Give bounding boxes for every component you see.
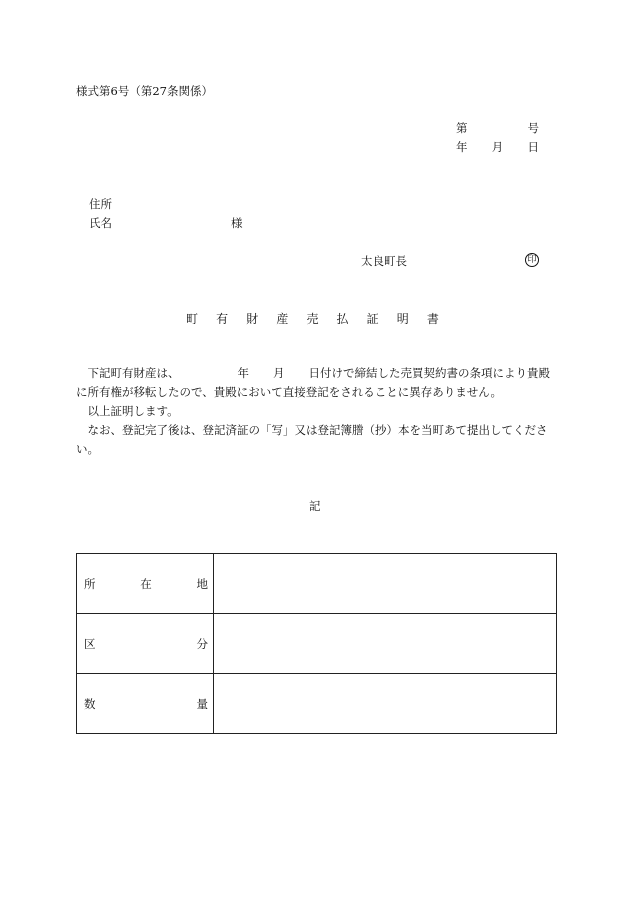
body-p1-rest: 日付けで締結した売買契約書の条項により貴殿に所有権が移転したので、貴殿において直接登記をされることに異存ありません。 (76, 366, 550, 399)
label-char: 所 (84, 576, 96, 591)
table-row (77, 614, 557, 674)
title-char: 明 (396, 312, 409, 326)
issue-date (456, 142, 539, 154)
number-prefix: 第 (456, 121, 468, 135)
title-char: 町 (186, 312, 199, 326)
table-row (77, 554, 557, 614)
recipient-name-label: 氏名 (89, 216, 112, 230)
label-char: 地 (196, 576, 208, 591)
row-label-cell (77, 554, 214, 614)
recipient-honorific: 様 (231, 216, 243, 230)
body-p1-month: 月 (273, 366, 285, 380)
row-label-cell (77, 674, 214, 734)
number-suffix: 号 (527, 121, 539, 135)
title-char: 財 (246, 312, 259, 326)
title-char: 払 (336, 312, 349, 326)
body-paragraph-1 (76, 364, 556, 402)
label-char: 量 (196, 696, 208, 711)
recipient-address-label: 住所 (89, 197, 112, 211)
property-table (76, 553, 557, 734)
title-char: 有 (216, 312, 229, 326)
row-label (77, 696, 213, 712)
certificate-body (76, 364, 556, 459)
date-year: 年 (456, 140, 468, 154)
row-label (77, 576, 213, 592)
form-number: 様式第6号（第27条関係） (76, 84, 213, 98)
label-char: 区 (84, 636, 96, 651)
date-day: 日 (527, 140, 539, 154)
body-paragraph-2: 以上証明します。 (87, 404, 179, 418)
body-paragraph-3: なお、登記完了後は、登記済証の「写」又は登記簿謄（抄）本を当町あて提出してください。 (76, 423, 548, 456)
document-number (456, 123, 539, 135)
title-char: 書 (426, 312, 439, 326)
row-value-cell[interactable] (214, 614, 557, 674)
row-label (77, 636, 213, 652)
body-p1-start: 下記町有財産は、 (87, 366, 180, 380)
row-value-cell[interactable] (214, 554, 557, 614)
body-p1-year: 年 (237, 366, 249, 380)
title-char: 産 (276, 312, 289, 326)
table-row (77, 674, 557, 734)
seal-mark: 印 (525, 253, 539, 267)
title-char: 証 (366, 312, 379, 326)
ki-heading: 記 (309, 499, 321, 513)
row-label-cell (77, 614, 214, 674)
issuer-title: 太良町長 (361, 254, 407, 268)
document-title (186, 313, 439, 325)
row-value-cell[interactable] (214, 674, 557, 734)
label-char: 分 (196, 636, 208, 651)
label-char: 在 (140, 576, 152, 591)
date-month: 月 (491, 140, 504, 154)
title-char: 売 (306, 312, 319, 326)
label-char: 数 (84, 696, 96, 711)
